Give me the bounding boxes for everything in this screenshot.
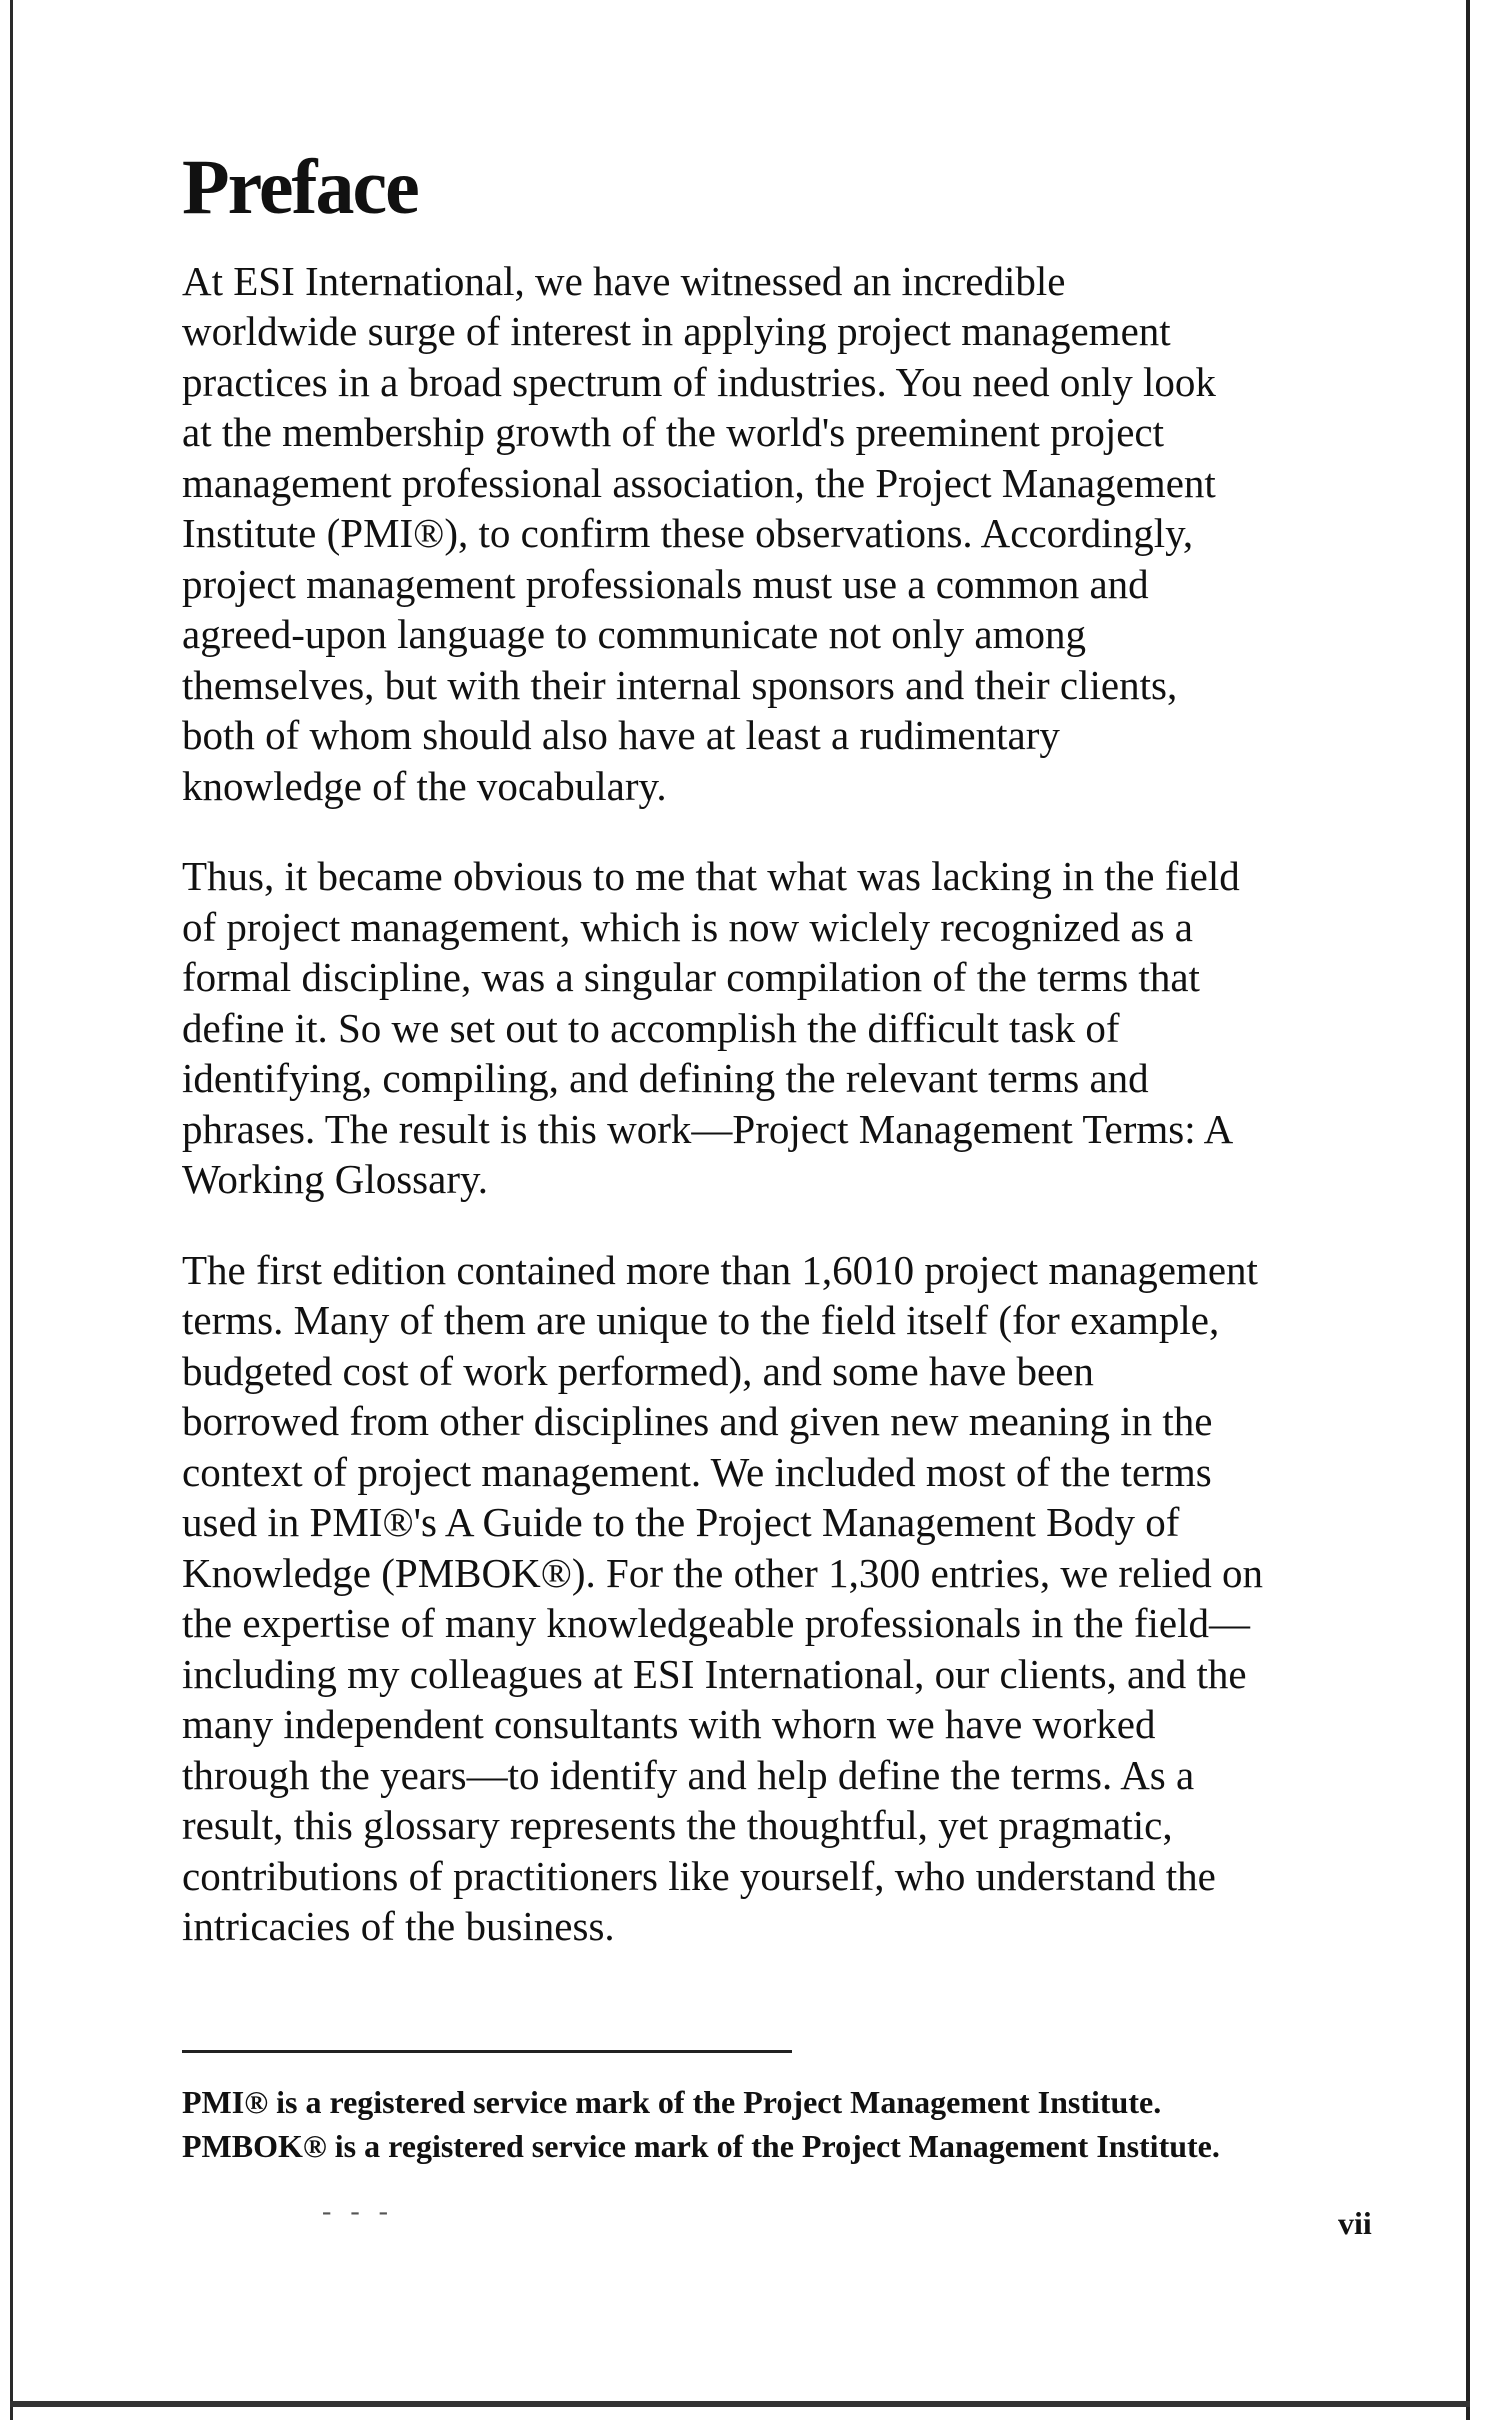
- text-line: Institute (PMI®), to confirm these observations. Accordingly,: [182, 510, 1194, 557]
- page-content: [182, 140, 1382, 1992]
- text-line: through the years—to identify and help define the terms. As a: [182, 1751, 1195, 1798]
- text-line: The first edition contained more than 1,6010 project management: [182, 1246, 1258, 1293]
- text-line: practices in a broad spectrum of industries. You need only look: [182, 358, 1216, 405]
- text-line: Thus, it became obvious to me that what was lacking in the field: [182, 853, 1240, 900]
- text-line: many independent consultants with whorn we have worked: [182, 1701, 1156, 1748]
- text-line: Knowledge (PMBOK®). For the other 1,300 entries, we relied on: [182, 1549, 1263, 1596]
- paragraph-3: [182, 1245, 1382, 1952]
- text-line: At ESI International, we have witnessed an incredible: [182, 257, 1066, 304]
- text-line: terms. Many of them are unique to the field itself (for example,: [182, 1297, 1220, 1344]
- paragraph-2: [182, 851, 1382, 1205]
- footnote-pmbok: PMBOK® is a registered service mark of the Project Management Institute.: [182, 2128, 1220, 2164]
- text-line: the expertise of many knowledgeable professionals in the field—: [182, 1600, 1250, 1647]
- page-number: vii: [1338, 2205, 1372, 2241]
- footnote-pmi: PMI® is a registered service mark of the Project Management Institute.: [182, 2084, 1162, 2120]
- text-line: themselves, but with their internal sponsors and their clients,: [182, 661, 1178, 708]
- scan-border-right: [1466, 0, 1470, 2420]
- text-line: phrases. The result is this work—Project Management Terms: A: [182, 1105, 1234, 1152]
- text-line: borrowed from other disciplines and given new meaning in the: [182, 1398, 1213, 1445]
- scan-border-left: [10, 0, 13, 2420]
- text-line: used in PMI®'s A Guide to the Project Management Body of: [182, 1499, 1180, 1546]
- text-line: at the membership growth of the world's preeminent project: [182, 409, 1164, 456]
- scan-border-bottom: [10, 2401, 1470, 2407]
- text-line: project management professionals must use a common and: [182, 560, 1149, 607]
- footnote-rule: [182, 2050, 792, 2053]
- text-line: context of project management. We included most of the terms: [182, 1448, 1212, 1495]
- text-line: worldwide surge of interest in applying project management: [182, 308, 1171, 355]
- page-title: Preface: [182, 143, 418, 230]
- dash-marks: - - -: [322, 2196, 394, 2227]
- footnotes: [182, 2080, 1382, 2168]
- text-line: budgeted cost of work performed), and some have been: [182, 1347, 1094, 1394]
- text-line: including my colleagues at ESI International, our clients, and the: [182, 1650, 1247, 1697]
- text-line: result, this glossary represents the thoughtful, yet pragmatic,: [182, 1802, 1173, 1849]
- text-line: contributions of practitioners like yourself, who understand the: [182, 1852, 1216, 1899]
- text-line: identifying, compiling, and defining the relevant terms and: [182, 1055, 1149, 1102]
- text-line: of project management, which is now wiclely recognized as a: [182, 903, 1193, 950]
- text-line: both of whom should also have at least a rudimentary: [182, 712, 1060, 759]
- text-line: formal discipline, was a singular compilation of the terms that: [182, 954, 1200, 1001]
- text-line: management professional association, the Project Management: [182, 459, 1216, 506]
- text-line: intricacies of the business.: [182, 1903, 615, 1950]
- paragraph-1: [182, 256, 1382, 812]
- text-line: agreed-upon language to communicate not only among: [182, 611, 1087, 658]
- text-line: knowledge of the vocabulary.: [182, 762, 667, 809]
- text-line: define it. So we set out to accomplish the difficult task of: [182, 1004, 1120, 1051]
- text-line: Working Glossary.: [182, 1156, 489, 1203]
